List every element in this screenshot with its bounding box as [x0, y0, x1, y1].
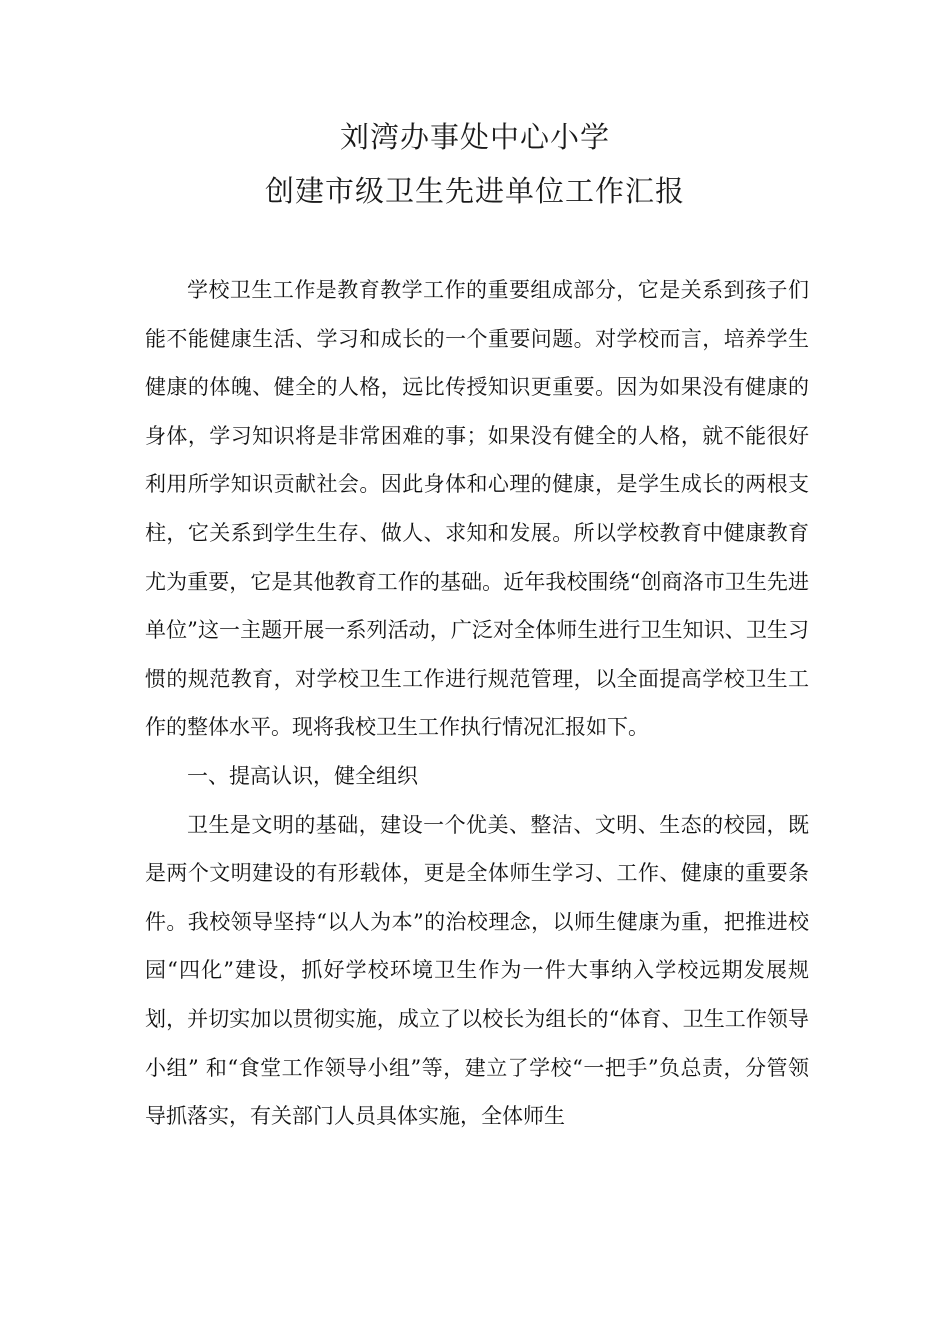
intro-paragraph: 学校卫生工作是教育教学工作的重要组成部分，它是关系到孩子们能不能健康生活、学习和成长的一个重要问题。对学校而言，培养学生健康的体魄、健全的人格，远比传授知识更重要。因为如果没有健康的身体，学习知识将是非常困难的事；如果没有健全的人格，就不能很好利用所学知识贡献社会。因此身体和心理的健康，是学生成长的两根支柱，它关系到学生生存、做人、求知和发展。所以学校教育中健康教育尤为重要，它是其他教育工作的基础。近年我校围绕“创商洛市卫生先进单位”这一主题开展一系列活动，广泛对全体师生进行卫生知识、卫生习惯的规范教育，对学校卫生工作进行规范管理，以全面提高学校卫生工作的整体水平。现将我校卫生工作执行情况汇报如下。: [145, 278, 809, 740]
section-1-paragraph: 卫生是文明的基础，建设一个优美、整洁、文明、生态的校园，既是两个文明建设的有形载体，更是全体师生学习、工作、健康的重要条件。我校领导坚持“以人为本”的治校理念，以师生健康为重，把推进校园“四化”建设，抓好学校环境卫生作为一件大事纳入学校远期发展规划，并切实加以贯彻实施，成立了以校长为组长的“体育、卫生工作领导小组” 和“食堂工作领导小组”等，建立了学校“一把手”负总责，分管领导抓落实，有关部门人员具体实施，全体师生: [145, 812, 809, 1129]
title-report-name: 创建市级卫生先进单位工作汇报: [264, 174, 685, 208]
section-heading-1: 一、提高认识，健全组织: [187, 763, 418, 788]
document-body: [145, 266, 809, 1141]
title-school-name: 刘湾办事处中心小学: [339, 120, 610, 154]
document-title: [0, 110, 950, 218]
